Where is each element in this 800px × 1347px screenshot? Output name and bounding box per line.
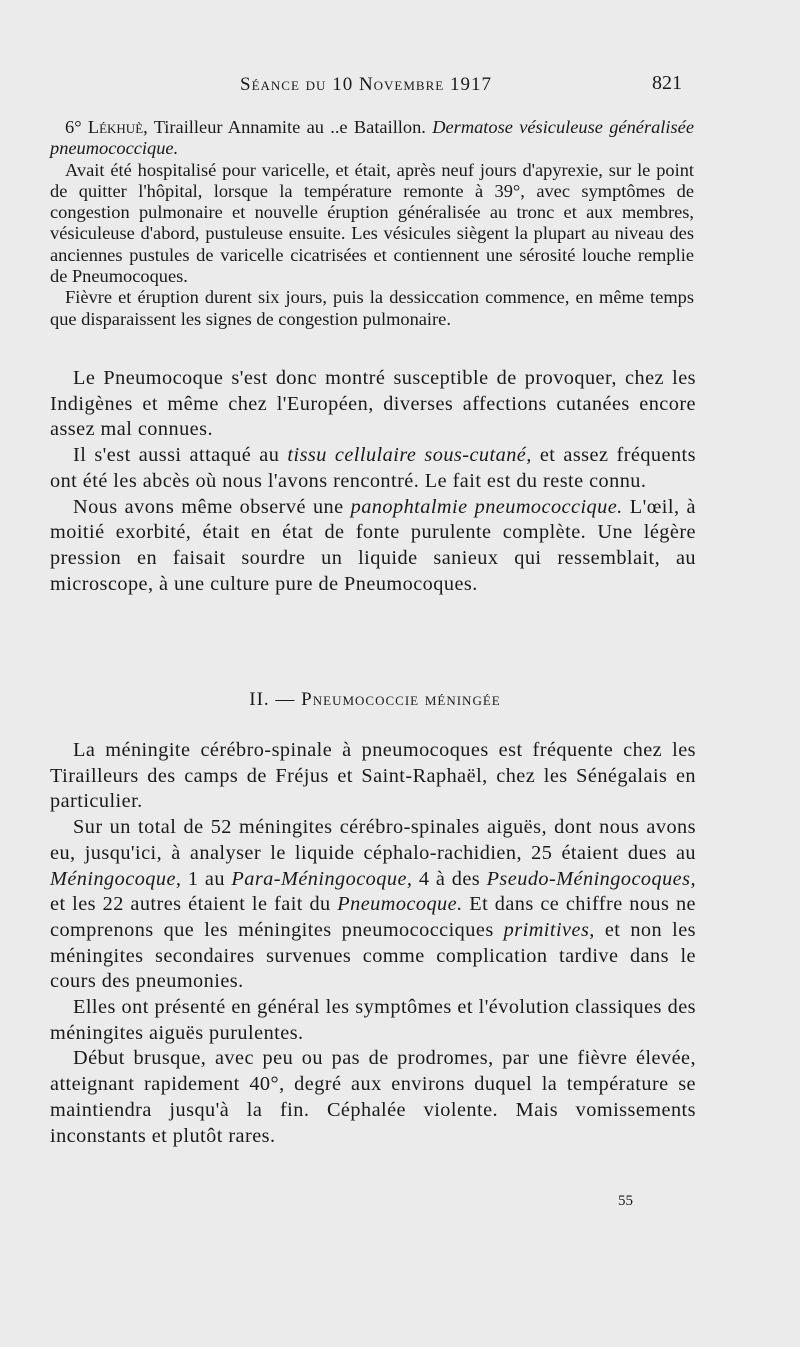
italic-term: primitives, (503, 918, 595, 941)
body-section-2 (50, 738, 696, 1149)
text-run: Nous avons même observé une (73, 495, 344, 518)
text-run: 1 au (187, 867, 225, 890)
case-paragraph-1: Avait été hospitalisé pour varicelle, et était, après neuf jours d'apyrexie, sur le point de quitter l'hôpital, lorsque la température remonte à 39°, avec symptômes de congestion pulmonaire et nouvelle éruption généralisée au tronc et aux membres, vésiculeuse d'abord, pustuleuse ensuite. Les vésicules siègent la plupart au niveau des anciennes pustules de varicelle cicatrisées et contiennent une sérosité louche remplie de Pneumocoques. (50, 159, 694, 287)
printer-signature: 55 (618, 1193, 633, 1209)
patient-description: Tirailleur Annamite au ..e Bataillon. (153, 117, 426, 137)
text-run: et les 22 autres étaient le fait du (50, 893, 331, 916)
text-run: Sur un total de 52 méningites cérébro-spinales aiguës, dont nous avons eu, jusqu'ici, à analyser le liquide céphalo-rachidien, 25 étaient dues au (50, 816, 696, 864)
text-run: L'œil, à moitié exorbité, était en état de fonte purulente complète. Une légère pression en faisait sourdre un liquide sanieux qui ressemblait, au microscope, à une culture pure de Pneumocoques. (50, 495, 696, 595)
paragraph-symptoms: Elles ont présenté en général les symptômes et l'évolution classiques des méningites aiguës purulentes. (50, 996, 696, 1044)
text-run: Et dans ce chiffre nous ne comprenons que les méningites pneumococciques (50, 893, 697, 941)
case-paragraph-2: Fièvre et éruption durent six jours, puis la dessiccation commence, en même temps que disparaissent les signes de congestion pulmonaire. (50, 287, 694, 329)
body-section-1 (50, 366, 696, 597)
case-report (50, 117, 694, 330)
paragraph-onset: Début brusque, avec peu ou pas de prodromes, par une fièvre élevée, atteignant rapidement 40°, degré aux environs duquel la température se maintiendra jusqu'à la fin. Céphalée violente. Mais vomissements inconstants et plutôt rares. (50, 1047, 696, 1147)
paragraph-meningitis-intro: La méningite cérébro-spinale à pneumocoques est fréquente chez les Tirailleurs des camps de Fréjus et Saint-Raphaël, chez les Sénégalais en particulier. (50, 739, 696, 813)
page-number: 821 (652, 72, 682, 94)
text-run: et non les méningites secondaires survenues comme complication tardive dans le cours des pneumonies. (50, 918, 696, 993)
case-number: 6° (65, 117, 82, 137)
italic-term: panophtalmie pneumococcique. (350, 495, 623, 518)
italic-term: Pneumocoque. (337, 893, 463, 916)
italic-term: tissu cellulaire sous-cutané, (287, 444, 532, 467)
case-diagnosis: Dermatose vésiculeuse généralisée pneumococcique. (50, 117, 695, 159)
running-title: Séance du 10 Novembre 1917 (240, 74, 492, 95)
section-heading: II. — Pneumococcie méningée (249, 689, 501, 710)
paragraph-panophthalmia (50, 495, 696, 598)
paragraph-statistics (50, 815, 696, 995)
page-header (50, 72, 682, 102)
italic-term: Para-Méningocoque, (231, 867, 413, 890)
text-run: Il s'est aussi attaqué au (73, 444, 280, 467)
paragraph-subcutaneous (50, 443, 696, 494)
text-run: 4 à des (418, 867, 481, 890)
text-run: et assez fréquents ont été les abcès où nous l'avons rencontré. Le fait est du reste connu. (50, 444, 696, 492)
italic-term: Pseudo-Méningocoques, (486, 867, 696, 890)
paragraph-cutaneous: Le Pneumocoque s'est donc montré susceptible de provoquer, chez les Indigènes et même chez l'Européen, diverses affections cutanées encore assez mal connues. (50, 367, 696, 441)
patient-name: Lékhuè, (87, 117, 148, 137)
italic-term: Méningocoque, (50, 867, 182, 890)
case-title (50, 117, 694, 160)
